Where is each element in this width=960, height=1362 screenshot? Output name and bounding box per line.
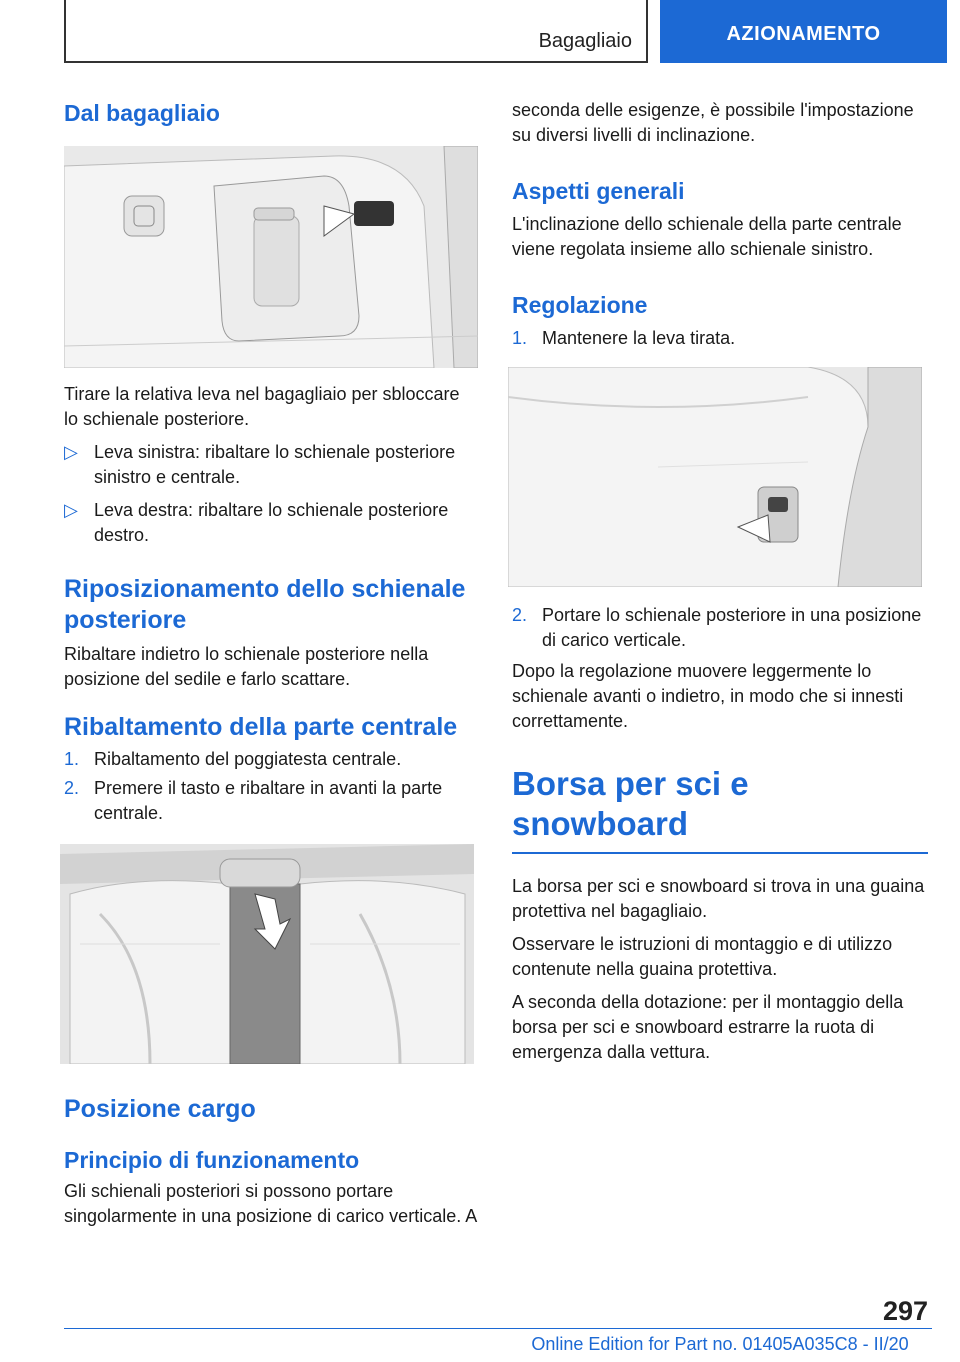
seat-lever-drawing <box>508 367 922 587</box>
step-number: 2. <box>512 605 528 625</box>
lever-bullet-list <box>64 440 478 548</box>
step-item <box>64 776 478 826</box>
bullet-triangle-icon: ▷ <box>64 442 78 462</box>
paragraph-inclinazione: L'inclinazione dello schienale della parte centrale viene regolata insieme allo schienale sinistro. <box>512 214 902 259</box>
paragraph-dopo: Dopo la regolazione muovere leggermente lo schienale avanti o indietro, in modo che si innesti correttamente. <box>512 661 904 731</box>
heading-riposizionamento: Riposizionamento dello schienale posteriore <box>64 575 466 634</box>
seat-lever-illustration <box>508 367 922 587</box>
step-item <box>512 326 928 351</box>
regolazione-step1 <box>512 326 928 351</box>
bullet-text: Leva destra: ribaltare lo schienale posteriore destro. <box>94 500 449 545</box>
heading-principio: Principio di funzionamento <box>64 1147 360 1173</box>
ribaltamento-steps <box>64 747 478 826</box>
paragraph-ribaltare: Ribaltare indietro lo schienale posteriore nella posizione del sedile e farlo scattare. <box>64 644 429 689</box>
rear-seat-drawing <box>60 844 474 1064</box>
paragraph-seconda: seconda delle esigenze, è possibile l'impostazione su diversi livelli di inclinazione. <box>512 100 914 145</box>
heading-ribaltamento: Ribaltamento della parte centrale <box>64 713 458 741</box>
heading-regolazione: Regolazione <box>512 292 648 318</box>
regolazione-step2 <box>512 603 928 653</box>
trunk-lever-illustration <box>64 146 478 368</box>
left-column <box>64 98 478 1229</box>
heading-dal-bagagliaio: Dal bagagliaio <box>64 100 220 126</box>
step-number: 1. <box>512 328 528 348</box>
header-section-tab: AZIONAMENTO <box>660 0 947 63</box>
bullet-triangle-icon: ▷ <box>64 500 78 520</box>
heading-posizione-cargo: Posizione cargo <box>64 1095 256 1123</box>
header-frame <box>64 0 648 63</box>
bullet-item <box>64 440 478 490</box>
edition-link[interactable]: Online Edition for Part no. 01405A035C8 - II/20 <box>531 1334 909 1354</box>
step-number: 2. <box>64 778 80 798</box>
heading-aspetti-generali: Aspetti generali <box>512 178 685 204</box>
step-number: 1. <box>64 749 80 769</box>
paragraph-schienali: Gli schienali posteriori si possono portare singolarmente in una posizione di carico verticale. A <box>64 1181 478 1226</box>
paragraph-borsa-2: Osservare le istruzioni di montaggio e di utilizzo contenute nella guaina protettiva. <box>512 934 893 979</box>
step-item <box>512 603 928 653</box>
step-text: Mantenere la leva tirata. <box>542 328 736 348</box>
step-text: Premere il tasto e ribaltare in avanti la parte centrale. <box>94 778 443 823</box>
step-text: Ribaltamento del poggiatesta centrale. <box>94 749 402 769</box>
bullet-item <box>64 498 478 548</box>
trunk-lever-drawing <box>64 146 478 368</box>
page-number: 297 <box>882 1296 928 1326</box>
footer-divider <box>64 1328 932 1329</box>
header-title: Bagagliaio <box>538 30 632 52</box>
bullet-text: Leva sinistra: ribaltare lo schienale posteriore sinistro e centrale. <box>94 442 456 487</box>
step-item <box>64 747 478 772</box>
right-column <box>512 98 928 1065</box>
step-text: Portare lo schienale posteriore in una posizione di carico verticale. <box>542 605 922 650</box>
paragraph-tirare: Tirare la relativa leva nel bagagliaio per sbloccare lo schienale posteriore. <box>64 384 460 429</box>
paragraph-borsa-3: A seconda della dotazione: per il montaggio della borsa per sci e snowboard estrarre la ruota di emergenza dalla vettura. <box>512 992 904 1062</box>
paragraph-borsa-1: La borsa per sci e snowboard si trova in una guaina protettiva nel bagagliaio. <box>512 876 925 921</box>
heading-borsa-sci: Borsa per sci e snowboard <box>512 764 928 854</box>
rear-seat-illustration <box>60 844 474 1064</box>
